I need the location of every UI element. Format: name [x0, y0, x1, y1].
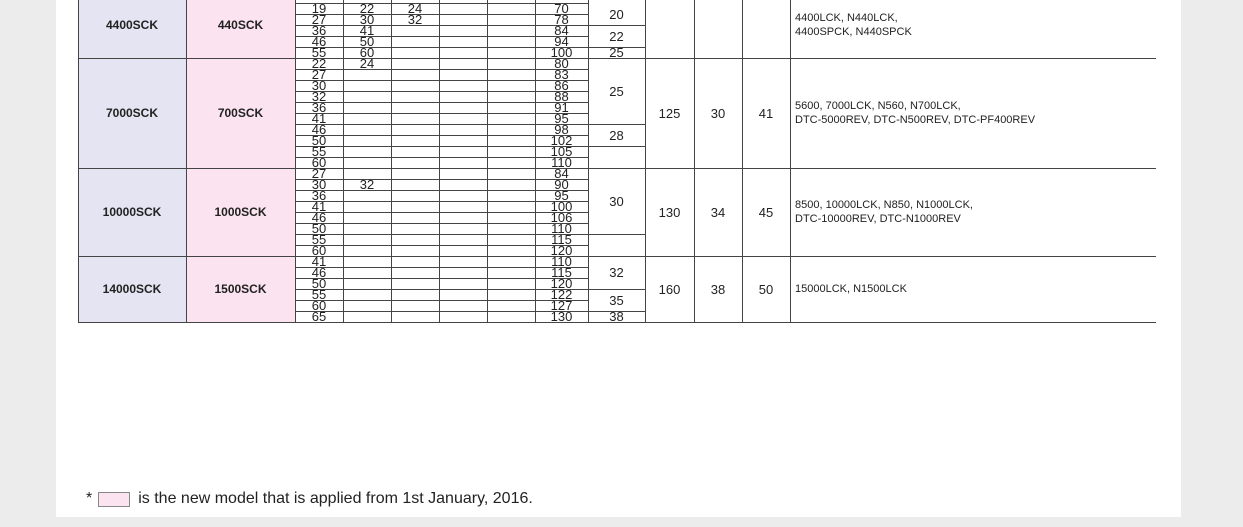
column-divider	[645, 0, 646, 322]
row-divider	[295, 102, 588, 103]
table-cell: 50	[311, 276, 327, 291]
table-cell: 30	[359, 12, 375, 27]
table-cell	[391, 113, 439, 124]
table-cell: 55	[311, 144, 327, 159]
table-cell: 55	[311, 232, 327, 247]
table-cell	[487, 278, 535, 289]
table-cell: 32	[311, 89, 327, 104]
compatible-models: 8500, 10000LCK, N850, N1000LCK, DTC-10000REV, DTC-N1000REV	[795, 199, 973, 225]
table-cell	[439, 278, 487, 289]
table-cell: 88	[554, 89, 569, 104]
table-cell	[487, 212, 535, 223]
compatible-models: 15000LCK, N1500LCK	[795, 283, 907, 295]
table-cell	[391, 69, 439, 80]
table-cell	[487, 201, 535, 212]
table-cell	[439, 190, 487, 201]
table-cell	[439, 146, 487, 157]
column-divider	[790, 0, 791, 322]
table-cell	[391, 36, 439, 47]
row-divider	[295, 300, 588, 301]
table-cell	[487, 157, 535, 168]
row-divider	[588, 47, 645, 48]
table-cell: 25	[609, 83, 624, 99]
table-cell	[487, 14, 535, 25]
table-cell	[391, 168, 439, 179]
table-cell	[391, 289, 439, 300]
row-divider	[295, 234, 588, 235]
table-cell	[439, 256, 487, 267]
table-cell	[439, 113, 487, 124]
table-cell	[487, 234, 535, 245]
row-divider	[295, 267, 588, 268]
row-divider	[588, 311, 645, 312]
table-cell: 110	[551, 221, 572, 236]
row-divider	[588, 289, 645, 290]
table-cell	[439, 289, 487, 300]
table-cell: 60	[359, 45, 375, 60]
column-divider	[391, 0, 392, 322]
table-cell: 60	[311, 243, 327, 258]
table-cell: 55	[311, 45, 327, 60]
table-cell	[487, 245, 535, 256]
table-cell	[487, 80, 535, 91]
table-cell	[343, 256, 391, 267]
table-cell	[391, 124, 439, 135]
table-cell: 83	[554, 67, 569, 82]
table-cell: 20	[609, 6, 624, 22]
table-cell	[487, 146, 535, 157]
column-divider	[694, 0, 695, 322]
table-cell	[391, 245, 439, 256]
table-cell: 50	[311, 221, 327, 236]
column-divider	[78, 0, 79, 322]
row-divider	[295, 91, 588, 92]
column-divider	[295, 0, 296, 322]
table-cell	[343, 311, 391, 322]
row-divider	[78, 58, 1156, 59]
footnote-text: is the new model that is applied from 1st January, 2016.	[138, 490, 533, 507]
table-cell: 105	[550, 144, 573, 159]
old-model-name: 14000SCK	[102, 282, 162, 296]
table-cell	[391, 179, 439, 190]
table-cell	[487, 36, 535, 47]
compatible-models: 5600, 7000LCK, N560, N700LCK, DTC-5000REV, DTC-N500REV, DTC-PF400REV	[795, 100, 1036, 126]
table-cell: 130	[550, 309, 573, 324]
table-cell: 115	[551, 232, 572, 247]
footnote-star: *	[86, 490, 93, 507]
compatible-models: 4400LCK, N440LCK, 4400SPCK, N440SPCK	[795, 12, 912, 38]
table-cell: 100	[550, 45, 573, 60]
table-cell	[487, 179, 535, 190]
table-cell: 30	[311, 78, 327, 93]
table-cell	[439, 157, 487, 168]
table-cell: 41	[311, 254, 327, 269]
table-cell: 80	[554, 56, 569, 71]
table-cell: 41	[311, 111, 327, 126]
column-divider	[535, 0, 536, 322]
table-cell	[487, 256, 535, 267]
table-cell	[487, 58, 535, 69]
dimension-cell	[694, 0, 742, 58]
dimension-cell: 160	[658, 281, 681, 297]
table-cell	[588, 234, 645, 256]
table-cell: 84	[554, 23, 569, 38]
table-cell	[487, 300, 535, 311]
table-cell: 19	[311, 1, 327, 16]
table-cell: 91	[554, 100, 569, 115]
table-cell: 41	[311, 199, 327, 214]
table-cell	[487, 223, 535, 234]
table-cell: 24	[359, 56, 375, 71]
table-cell: 36	[311, 100, 327, 115]
table-cell: 32	[407, 12, 423, 27]
table-cell	[487, 69, 535, 80]
table-cell	[439, 179, 487, 190]
table-cell	[343, 146, 391, 157]
row-divider	[295, 124, 588, 125]
table-cell	[343, 190, 391, 201]
table-cell: 30	[311, 177, 327, 192]
table-cell	[343, 157, 391, 168]
table-cell	[439, 168, 487, 179]
table-cell: 35	[609, 292, 624, 308]
table-cell	[391, 135, 439, 146]
table-cell: 60	[311, 155, 327, 170]
dimension-cell: 125	[658, 105, 681, 121]
table-cell: 22	[609, 28, 624, 44]
table-cell	[343, 102, 391, 113]
table-cell: 102	[550, 133, 573, 148]
dimension-cell: 30	[710, 105, 726, 121]
table-cell	[343, 300, 391, 311]
table-cell: 95	[554, 188, 569, 203]
table-cell: 98	[554, 122, 569, 137]
row-divider	[295, 245, 588, 246]
column-divider	[343, 0, 344, 322]
table-cell	[439, 3, 487, 14]
table-cell: 50	[359, 34, 375, 49]
table-cell	[439, 311, 487, 322]
table-cell	[439, 223, 487, 234]
column-divider	[439, 0, 440, 322]
table-cell	[487, 289, 535, 300]
table-cell	[391, 190, 439, 201]
table-cell	[487, 124, 535, 135]
table-cell	[487, 47, 535, 58]
table-cell	[343, 113, 391, 124]
table-cell	[343, 245, 391, 256]
dimension-cell: 41	[758, 105, 774, 121]
table-cell	[343, 201, 391, 212]
table-cell	[439, 135, 487, 146]
table-cell	[391, 58, 439, 69]
table-cell	[391, 278, 439, 289]
table-cell: 60	[311, 298, 327, 313]
row-divider	[588, 124, 645, 125]
table-cell: 90	[554, 177, 569, 192]
table-cell	[439, 234, 487, 245]
table-cell	[487, 3, 535, 14]
table-cell: 100	[550, 199, 573, 214]
table-cell	[439, 212, 487, 223]
table-cell	[391, 157, 439, 168]
column-divider	[742, 0, 743, 322]
product-table	[78, 0, 1156, 480]
table-cell	[439, 14, 487, 25]
row-divider	[588, 234, 645, 235]
table-cell	[439, 245, 487, 256]
table-cell	[439, 80, 487, 91]
table-cell	[439, 69, 487, 80]
table-cell	[391, 47, 439, 58]
table-cell	[391, 267, 439, 278]
table-cell: 46	[311, 122, 327, 137]
footnote	[86, 488, 533, 510]
row-divider	[295, 80, 588, 81]
row-divider	[295, 289, 588, 290]
new-model-name: 440SCK	[217, 18, 264, 32]
table-cell	[343, 69, 391, 80]
table-cell: 115	[551, 265, 572, 280]
row-divider	[78, 256, 1156, 257]
table-cell: 65	[311, 309, 327, 324]
table-cell: 50	[311, 133, 327, 148]
table-cell	[343, 124, 391, 135]
old-model-name: 7000SCK	[105, 106, 159, 120]
table-cell	[439, 58, 487, 69]
dimension-cell	[645, 0, 694, 58]
table-cell	[487, 267, 535, 278]
table-cell: 30	[609, 193, 624, 209]
table-cell: 55	[311, 287, 327, 302]
row-divider	[295, 135, 588, 136]
row-divider	[295, 14, 588, 15]
table-cell	[391, 201, 439, 212]
table-cell	[487, 135, 535, 146]
table-cell	[391, 223, 439, 234]
table-cell: 32	[609, 265, 624, 280]
row-divider	[588, 25, 645, 26]
table-cell: 22	[359, 1, 375, 16]
row-divider	[295, 201, 588, 202]
table-cell	[487, 25, 535, 36]
row-divider	[295, 157, 588, 158]
table-cell	[487, 190, 535, 201]
table-cell: 122	[550, 287, 573, 302]
table-cell	[343, 278, 391, 289]
table-cell: 38	[609, 309, 624, 324]
old-model-name: 10000SCK	[102, 205, 162, 219]
table-cell: 25	[609, 45, 624, 60]
row-divider	[295, 311, 588, 312]
dimension-cell: 45	[758, 204, 774, 220]
new-model-name: 1000SCK	[214, 205, 267, 219]
row-divider	[78, 322, 1156, 323]
row-divider	[588, 146, 645, 147]
table-cell: 78	[554, 12, 569, 27]
table-cell	[439, 102, 487, 113]
table-cell	[439, 25, 487, 36]
table-cell: 95	[554, 111, 569, 126]
table-cell: 110	[551, 254, 572, 269]
dimension-cell: 50	[758, 281, 774, 297]
table-cell: 27	[311, 166, 327, 181]
table-cell	[588, 146, 645, 168]
table-cell: 46	[311, 265, 327, 280]
table-cell: 110	[551, 155, 572, 170]
table-cell	[343, 135, 391, 146]
row-divider	[295, 69, 588, 70]
table-cell	[439, 201, 487, 212]
table-cell	[439, 124, 487, 135]
table-cell	[343, 91, 391, 102]
table-cell	[343, 212, 391, 223]
table-cell: 127	[550, 298, 573, 313]
table-cell	[487, 113, 535, 124]
table-cell: 36	[311, 188, 327, 203]
table-cell	[439, 47, 487, 58]
table-cell: 36	[311, 23, 327, 38]
table-cell	[391, 80, 439, 91]
row-divider	[295, 190, 588, 191]
table-cell	[487, 168, 535, 179]
table-cell	[391, 146, 439, 157]
table-cell	[487, 91, 535, 102]
table-cell: 84	[554, 166, 569, 181]
row-divider	[295, 25, 588, 26]
table-cell: 94	[554, 34, 569, 49]
table-cell: 86	[554, 78, 569, 93]
row-divider	[295, 146, 588, 147]
table-cell	[439, 300, 487, 311]
table-cell	[487, 102, 535, 113]
table-cell	[439, 91, 487, 102]
table-cell: 27	[311, 12, 327, 27]
table-cell: 28	[609, 127, 624, 143]
table-cell	[343, 267, 391, 278]
old-model-name: 4400SCK	[105, 18, 159, 32]
row-divider	[295, 278, 588, 279]
table-cell	[439, 267, 487, 278]
row-divider	[295, 36, 588, 37]
column-divider	[588, 0, 589, 322]
table-cell	[391, 256, 439, 267]
row-divider	[295, 3, 588, 4]
dimension-cell	[742, 0, 790, 58]
table-cell	[487, 311, 535, 322]
table-cell	[391, 25, 439, 36]
table-cell: 22	[311, 56, 327, 71]
table-cell: 24	[407, 1, 423, 16]
new-model-name: 700SCK	[217, 106, 264, 120]
row-divider	[78, 168, 1156, 169]
new-model-name: 1500SCK	[214, 282, 267, 296]
table-cell: 32	[359, 177, 375, 192]
table-cell: 106	[550, 210, 573, 225]
table-cell	[343, 223, 391, 234]
row-divider	[295, 223, 588, 224]
table-cell: 120	[550, 276, 573, 291]
new-model-color-swatch	[98, 492, 130, 507]
table-cell	[391, 234, 439, 245]
table-cell	[391, 102, 439, 113]
dimension-cell: 130	[658, 204, 681, 220]
dimension-cell: 34	[710, 204, 726, 220]
table-cell	[391, 311, 439, 322]
table-cell: 41	[359, 23, 375, 38]
table-cell: 70	[554, 1, 569, 16]
column-divider	[186, 0, 187, 322]
row-divider	[295, 212, 588, 213]
table-cell	[439, 36, 487, 47]
table-cell	[391, 91, 439, 102]
row-divider	[295, 113, 588, 114]
dimension-cell: 38	[710, 281, 726, 297]
table-cell: 27	[311, 67, 327, 82]
table-cell: 120	[550, 243, 573, 258]
table-cell	[343, 289, 391, 300]
table-cell	[343, 234, 391, 245]
column-divider	[487, 0, 488, 322]
table-cell	[343, 80, 391, 91]
table-cell: 46	[311, 34, 327, 49]
row-divider	[295, 47, 588, 48]
row-divider	[295, 179, 588, 180]
table-cell	[391, 300, 439, 311]
table-cell	[391, 212, 439, 223]
table-cell: 46	[311, 210, 327, 225]
